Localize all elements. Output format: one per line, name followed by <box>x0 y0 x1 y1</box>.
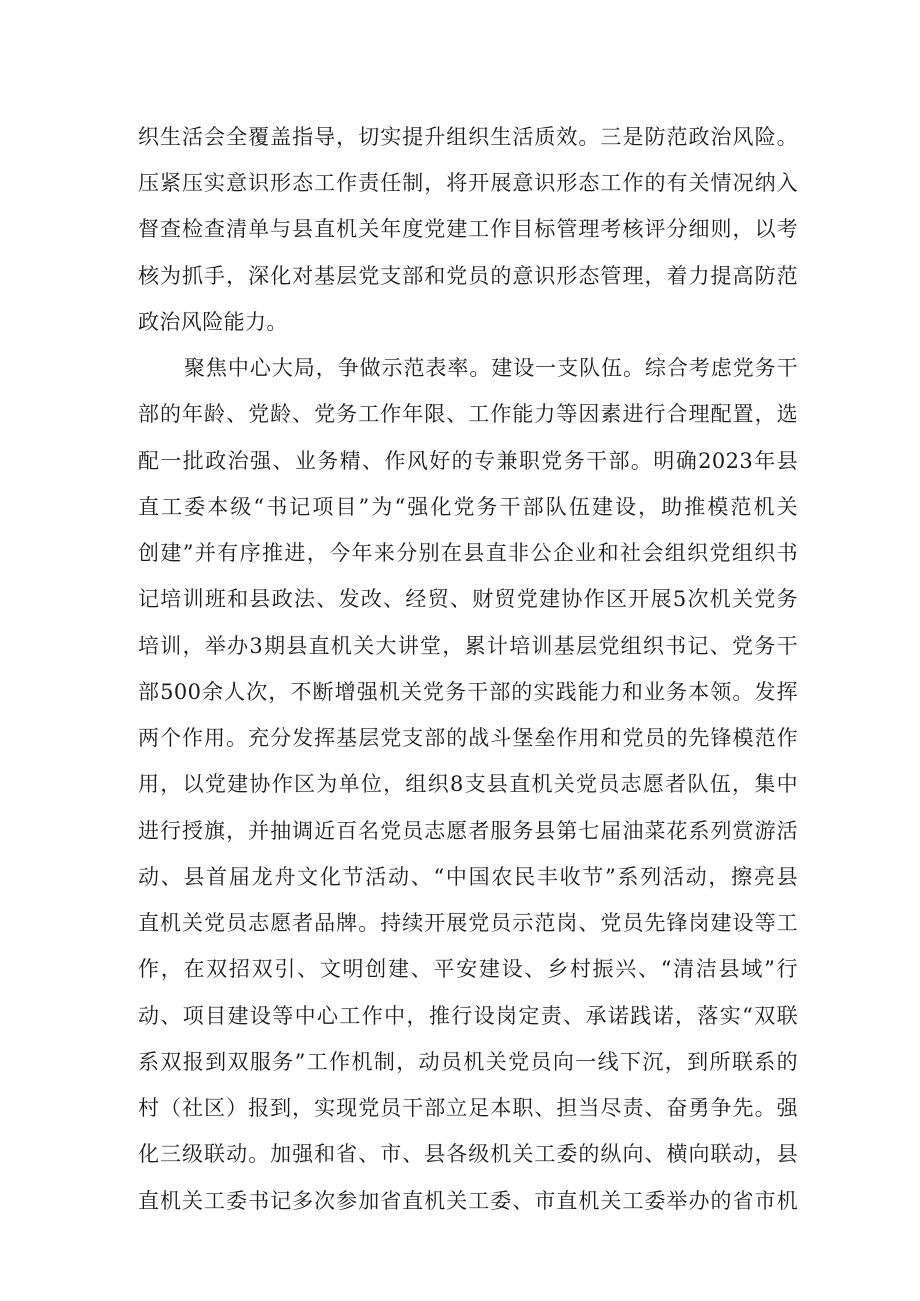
text-line: 动、县首届龙舟文化节活动、“中国农民丰收节”系列活动，擦亮县 <box>138 865 798 889</box>
text-line: 创建”并有序推进，今年来分别在县直非公企业和社会组织党组织书 <box>138 541 798 565</box>
text-line: 织生活会全覆盖指导，切实提升组织生活质效。三是防范政治风险。 <box>138 125 798 149</box>
text-line: 政治风险能力。 <box>138 310 288 334</box>
text-line: 直机关工委书记多次参加省直机关工委、市直机关工委举办的省市机 <box>138 1189 798 1213</box>
text-line: 作，在双招双引、文明创建、平安建设、乡村振兴、“清洁县域”行 <box>138 957 798 981</box>
text-line: 聚焦中心大局，争做示范表率。建设一支队伍。综合考虑党务干 <box>184 356 798 380</box>
text-line: 督查检查清单与县直机关年度党建工作目标管理考核评分细则，以考 <box>138 217 798 241</box>
text-line: 进行授旗，并抽调近百名党员志愿者服务县第七届油菜花系列赏游活 <box>138 819 798 843</box>
text-line: 核为抓手，深化对基层党支部和党员的意识形态管理，着力提高防范 <box>138 264 798 288</box>
text-line: 配一批政治强、业务精、作风好的专兼职党务干部。明确2023年县 <box>138 449 798 473</box>
text-line: 村（社区）报到，实现党员干部立足本职、担当尽责、奋勇争先。强 <box>138 1096 798 1120</box>
text-line: 用，以党建协作区为单位，组织8支县直机关党员志愿者队伍，集中 <box>138 772 798 796</box>
text-line: 培训，举办3期县直机关大讲堂，累计培训基层党组织书记、党务干 <box>138 634 798 658</box>
text-line: 系双报到双服务”工作机制，动员机关党员向一线下沉，到所联系的 <box>138 1050 798 1074</box>
text-line: 部的年龄、党龄、党务工作年限、工作能力等因素进行合理配置，选 <box>138 402 798 426</box>
text-line: 化三级联动。加强和省、市、县各级机关工委的纵向、横向联动，县 <box>138 1142 798 1166</box>
text-line: 直机关党员志愿者品牌。持续开展党员示范岗、党员先锋岗建设等工 <box>138 911 798 935</box>
text-line: 部500余人次，不断增强机关党务干部的实践能力和业务本领。发挥 <box>138 680 798 704</box>
text-line: 压紧压实意识形态工作责任制，将开展意识形态工作的有关情况纳入 <box>138 171 798 195</box>
text-line: 动、项目建设等中心工作中，推行设岗定责、承诺践诺，落实“双联 <box>138 1004 798 1028</box>
text-line: 记培训班和县政法、发改、经贸、财贸党建协作区开展5次机关党务 <box>138 587 798 611</box>
text-line: 两个作用。充分发挥基层党支部的战斗堡垒作用和党员的先锋模范作 <box>138 726 798 750</box>
text-line: 直工委本级“书记项目”为“强化党务干部队伍建设，助推模范机关 <box>138 495 798 519</box>
